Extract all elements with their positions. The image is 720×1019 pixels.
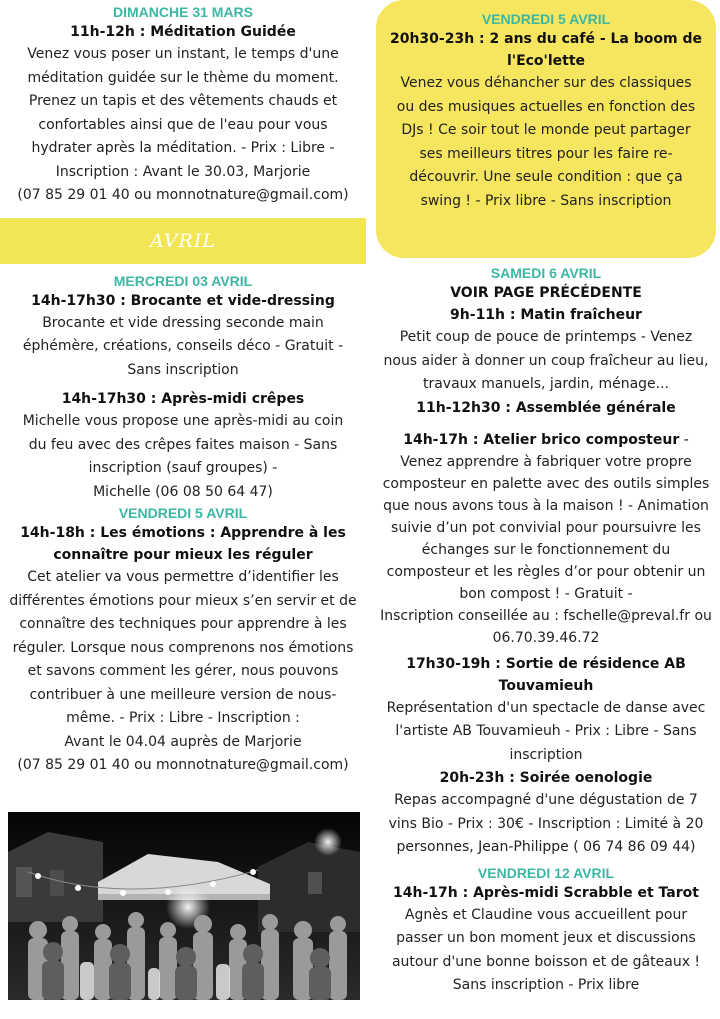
event-title-crepes: 14h-17h30 : Après-midi crêpes (61, 391, 305, 407)
event-description-residence: Représentation d'un spectacle de danse avec l'artiste AB Touvamieuh - Prix : Libre - Sans inscription (386, 699, 706, 763)
event-description-emotions: Cet atelier va vous permettre d’identifier les différentes émotions pour mieux s’en servir et de connaître des techniques pour apprendre à les réguler. Lorsque nous comprenons nos émotions et savons comment les gérer, nous pouvons contribuer à une meilleure version de nous- même. - Prix : Libre - Inscription : Avant le 04.04 auprès de Marjorie (07 85 29 01 40 ou monnotnature@gmail.com) (9, 569, 357, 773)
event-title-boom-1: 20h30-23h : 2 ans du café - La boom de (389, 31, 702, 47)
event-description-brocante: Brocante et vide dressing seconde main éphémère, créations, conseils déco - Gratuit - Sans inscription (22, 314, 344, 378)
event-description-meditation: Venez vous poser un instant, le temps d'une méditation guidée sur le thème du moment. Prenez un tapis et des vêtements chauds et confortables ainsi que de l'eau pour vous hydrater après la méditation. - Prix : Libre - Inscription : Avant le 30.03, Marjorie (07 85 29 01 40 ou monnotnature@gmail.com) (17, 46, 349, 203)
event-description-scrabble: Agnès et Claudine vous accueillent pour passer un bon moment jeux et discussions autour d'une bonne boisson et de gâteaux ! Sans inscription - Prix libre (391, 906, 701, 993)
month-banner (0, 218, 366, 264)
event-description-oenologie: Repas accompagné d'une dégustation de 7 vins Bio - Prix : 30€ - Inscription : Limité à 20 personnes, Jean-Philippe ( 06 74 86 09 44) (388, 792, 704, 855)
event-description-crepes: Michelle vous propose une après-midi au coin du feu avec des crêpes faites maison - Sans inscription (sauf groupes) - Michelle (06 08 50 64 47) (22, 413, 344, 500)
day-heading-sunday: DIMANCHE 31 MARS (112, 4, 253, 20)
event-title-oenologie: 20h-23h : Soirée oenologie (439, 770, 653, 786)
event-title-emotions-1: 14h-18h : Les émotions : Apprendre à les (20, 525, 346, 541)
day-heading-wednesday: MERCREDI 03 AVRIL (113, 272, 253, 289)
event-description-composteur: Venez apprendre à fabriquer votre propre composteur en palette avec des outils simples que nous avons tous à la maison ! - Animation suivie d’un pot convivial pour poursuivre les échanges sur le fonctionnement du composteur et les règles d’or pour obtenir un bon compost ! - Gratuit - Inscription conseillée au : fschelle@preval.fr ou 06.70.39.46.72 (380, 453, 712, 646)
event-title-meditation: 11h-12h : Méditation Guidée (70, 24, 296, 40)
party-photo (8, 812, 360, 1000)
event-title-matin-fraicheur: 9h-11h : Matin fraîcheur (450, 307, 642, 323)
day-heading-friday-5: VENDREDI 5 AVRIL (118, 505, 248, 521)
event-description-boom: Venez vous déhancher sur des classiques ou des musiques actuelles en fonction des DJs ! Ce soir tout le monde peut partager ses meilleurs titres pour les faire re- découvrir. Une seule condition : que ça swing ! - Prix libre - Sans inscription (396, 75, 696, 209)
day-heading-friday-5-highlight: VENDREDI 5 AVRIL (481, 11, 611, 27)
party-photo-illustration (8, 812, 360, 1000)
event-title-emotions-2: connaître pour mieux les réguler (53, 547, 313, 563)
event-title-scrabble: 14h-17h : Après-midi Scrabble et Tarot (393, 884, 699, 901)
left-column (0, 0, 366, 778)
day-heading-friday-12: VENDREDI 12 AVRIL (477, 864, 615, 881)
event-title-brocante: 14h-17h30 : Brocante et vide-dressing (31, 292, 335, 309)
event-description-matin-fraicheur: Petit coup de pouce de printemps - Venez nous aider à donner un coup fraîcheur au lieu, travaux manuels, jardin, ménage... (383, 329, 709, 392)
see-previous-page-note: VOIR PAGE PRÉCÉDENTE (450, 285, 642, 301)
day-heading-saturday: SAMEDI 6 AVRIL (490, 265, 602, 281)
event-title-residence-2: Touvamieuh (498, 677, 594, 694)
event-title-residence-1: 17h30-19h : Sortie de résidence AB (406, 655, 686, 672)
event-title-composteur: 14h-17h : Atelier brico composteur - (403, 431, 689, 448)
highlight-event-box (376, 0, 716, 258)
event-title-assemblee: 11h-12h30 : Assemblée générale (416, 399, 676, 416)
month-label: AVRIL (150, 229, 216, 252)
event-title-boom-2: l'Eco'lette (506, 53, 586, 69)
right-column (372, 0, 720, 998)
